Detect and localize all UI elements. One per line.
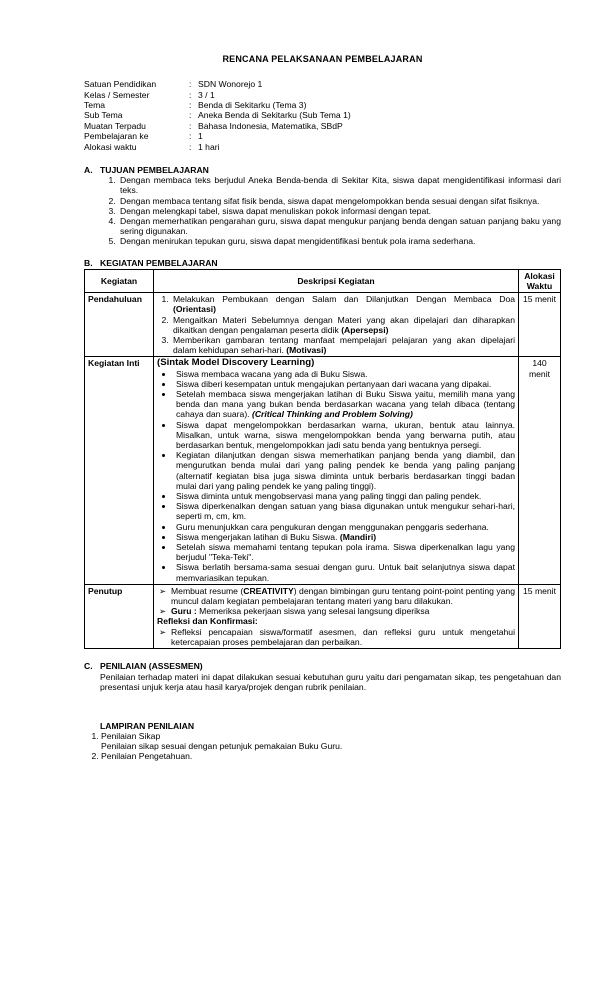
list-item: 2. Dengan membaca tentang sifat fisik benda, siswa dapat mengelompokkan benda sesuai dengan sifat fisiknya. [118,196,561,206]
list-item: • Siswa mengerjakan latihan di Buku Siswa. (Mandiri) [174,532,515,542]
info-label: Muatan Terpadu [84,120,146,131]
info-row: Satuan Pendidikan : SDN Wonorejo 1 [84,79,263,90]
table-row [85,357,561,584]
identity-block [84,79,561,152]
info-row: Pembelajaran ke : 1 [84,131,203,142]
info-value: 1 hari [198,141,220,152]
description-cell [154,584,519,648]
assessment-text: Penilaian terhadap materi ini dapat dilakukan sesuai kebutuhan guru yaitu dari pengamatan sikap, tes pengetahuan dan presentasi unjuk kerja atau hasil karya/projek dengan rubrik penilaian. [100,672,561,693]
column-header: Alokasi Waktu [519,269,561,292]
list-item: • Siswa berlatih bersama-sama sesuai dengan guru. Untuk bait selanjutnya siswa dapat memvariasikan tepukan. [174,562,515,582]
list-item: • Siswa membaca wacana yang ada di Buku Siswa. [174,369,515,379]
list-item: 3. Memberikan gambaran tentang manfaat mempelajari pelajaran yang akan dipelajari dalam kehidupan sehari-hari. (Motivasi) [171,335,515,355]
list-item: 3. Dengan melengkapi tabel, siswa dapat menuliskan pokok informasi dengan tepat. [118,206,561,216]
time-allocation: 140 menit [519,357,561,584]
time-allocation: 15 menit [519,584,561,648]
list-item: • Kegiatan dilanjutkan dengan siswa memerhatikan panjang benda yang diambil, dan mengurutkan benda mulai dari yang paling pendek ke benda yang paling panjang (alternatif kegiatan bisa juga siswa diminta untuk berbaris berdasarkan tinggi badan mulai dari yang paling pendek ke yang paling tinggi). [174,450,515,491]
list-item: • Siswa dapat mengelompokkan berdasarkan warna, ukuran, bentuk atau lainnya. Misalkan, untuk warna, siswa mengelompokkan benda yang berwarna putih, atau berdasarkan bentuk, mengelompokkan jadi satu benda yang bentuknya persegi. [174,420,515,451]
list-item: ➢ Membuat resume (CREATIVITY) dengan bimbingan guru tentang point-point penting yang muncul dalam kegiatan pembelajaran tentang materi yang baru dilakukan. [159,585,515,607]
activities-table [84,269,561,649]
list-item: 4. Dengan memerhatikan pengarahan guru, siswa dapat mengukur panjang benda dengan satuan panjang baku yang sering digunakan. [118,216,561,236]
list-item: • Guru menunjukkan cara pengukuran dengan menggunakan penggaris sederhana. [174,522,515,532]
info-value: SDN Wonorejo 1 [198,79,263,90]
info-label: Sub Tema [84,110,123,121]
info-row: Alokasi waktu : 1 hari [84,141,220,152]
list-item: • Setelah siswa memahami tentang tepukan pola irama. Siswa diperkenalkan lagu yang berjudul "Teka-Teki". [174,542,515,562]
section-a-heading: A. TUJUAN PEMBELAJARAN [84,164,209,175]
list-item: • Siswa diperkenalkan dengan satuan yang biasa digunakan untuk mengukur sehari-hari, seperti m, cm, km. [174,501,515,521]
info-label: Kelas / Semester [84,89,150,100]
arrow-bullet-icon: ➢ [159,626,167,637]
info-value: Benda di Sekitarku (Tema 3) [198,99,307,110]
info-row: Muatan Terpadu : Bahasa Indonesia, Matematika, SBdP [84,120,343,131]
info-label: Satuan Pendidikan [84,79,157,90]
table-row [85,293,561,357]
table-row [85,584,561,648]
description-cell [154,293,519,357]
info-label: Tema [84,99,106,110]
list-item: 1. Penilaian Sikap Penilaian sikap sesuai dengan petunjuk pemakaian Buku Guru. [101,731,561,751]
list-item: 5. Dengan menirukan tepukan guru, siswa dapat mengidentifikasi bentuk pola irama sederhana. [118,236,561,246]
info-value: Aneka Benda di Sekitarku (Sub Tema 1) [198,110,351,121]
info-row: Kelas / Semester : 3 / 1 [84,89,215,100]
info-label: Alokasi waktu [84,141,137,152]
column-header: Deskripsi Kegiatan [154,269,519,292]
lampiran-list [84,731,561,762]
section-c-heading: C. PENILAIAN (ASSESMEN) [84,661,203,672]
phase-label: Pendahuluan [85,293,154,357]
document-page [84,54,561,762]
model-heading: (Sintak Model Discovery Learning) [157,357,315,369]
phase-label: Penutup [85,584,154,648]
arrow-bullet-icon: ➢ [159,585,167,596]
info-label: Pembelajaran ke [84,131,149,142]
learning-goals-list [84,175,561,246]
list-item: 1. Melakukan Pembukaan dengan Salam dan Dilanjutkan Dengan Membaca Doa (Orientasi) [171,294,515,314]
info-value: Bahasa Indonesia, Matematika, SBdP [198,120,343,131]
list-item: ➢ Guru : Memeriksa pekerjaan siswa yang selesai langsung diperiksa [159,606,430,617]
info-value: 3 / 1 [198,89,215,100]
table-header-row [85,269,561,292]
list-item: ➢ Refleksi pencapaian siswa/formatif asesmen, dan refleksi guru untuk mengetahui ketercapaian proses pembelajaran dan perbaikan. [159,626,515,647]
column-header: Kegiatan [85,269,154,292]
info-value: 1 [198,131,203,142]
description-cell [154,357,519,584]
phase-label: Kegiatan Inti [85,357,154,584]
arrow-bullet-icon: ➢ [159,606,167,617]
time-allocation: 15 menit [519,293,561,357]
list-item: • Siswa diminta untuk mengobservasi mana yang paling tinggi dan paling pendek. [174,491,515,501]
list-item: 2. Mengaitkan Materi Sebelumnya dengan Materi yang akan dipelajari dan diharapkan dikaitkan dengan pengalaman peserta didik (Apersepsi) [171,315,515,335]
list-item: • Siswa diberi kesempatan untuk mengajukan pertanyaan dari wacana yang dipakai. [174,379,515,389]
list-item: • Setelah membaca siswa mengerjakan latihan di Buku Siswa yaitu, memilih mana yang benda dan mana yang bukan benda berdasarkan wacana yang telah dibaca (tentang cahaya dan suara). (Critical Thinking and Problem Solving) [174,389,515,420]
list-item: 2. Penilaian Pengetahuan. [101,751,561,761]
section-b-heading: B. KEGIATAN PEMBELAJARAN [84,257,218,268]
refleksi-heading: Refleksi dan Konfirmasi: [157,616,258,627]
info-row: Tema : Benda di Sekitarku (Tema 3) [84,99,307,110]
document-title: RENCANA PELAKSANAAN PEMBELAJARAN [222,54,423,64]
list-item: 1. Dengan membaca teks berjudul Aneka Benda-benda di Sekitar Kita, siswa dapat mengidentifikasi informasi dari teks. [118,175,561,195]
info-row: Sub Tema : Aneka Benda di Sekitarku (Sub Tema 1) [84,110,351,121]
lampiran-heading: LAMPIRAN PENILAIAN [100,720,195,731]
